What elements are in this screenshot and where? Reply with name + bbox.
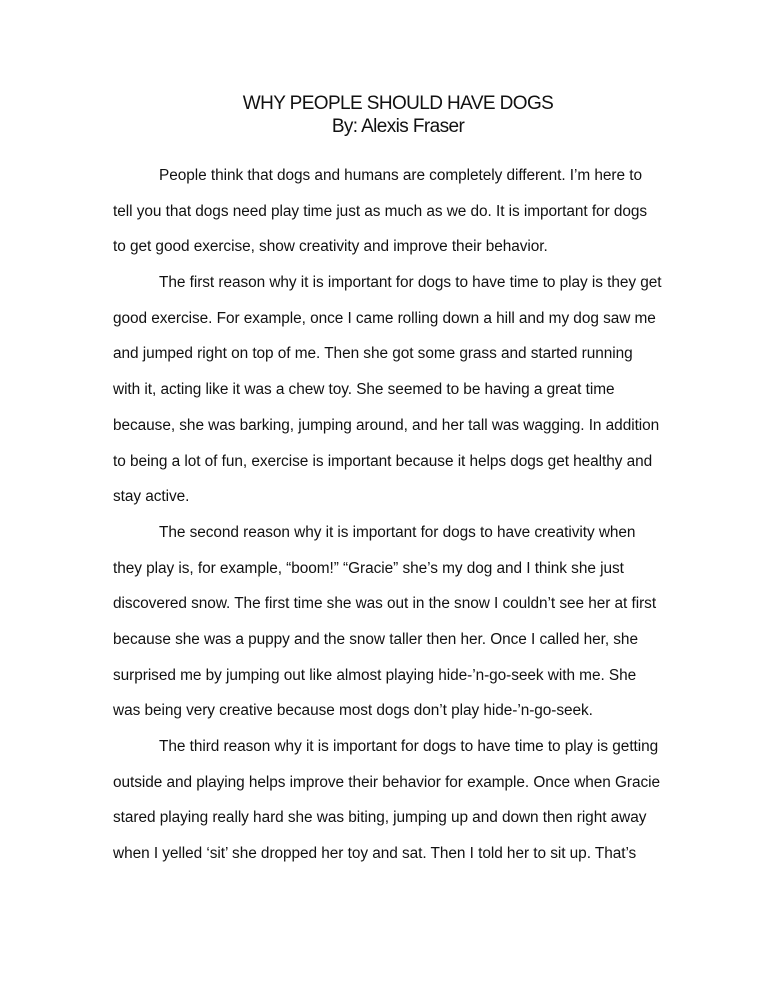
paragraph-line: surprised me by jumping out like almost playing hide-’n-go-seek with me. She <box>113 666 637 684</box>
paragraph-line: The first reason why it is important for dogs to have time to play is they get <box>159 274 662 292</box>
document-byline: By: Alexis Fraser <box>331 116 465 137</box>
paragraph-line: The second reason why it is important for dogs to have creativity when <box>159 523 636 541</box>
paragraph-line: stay active. <box>113 488 190 506</box>
paragraph-line: discovered snow. The first time she was out in the snow I couldn’t see her at first <box>113 595 657 613</box>
paragraph-line: to being a lot of fun, exercise is important because it helps dogs get healthy and <box>113 452 653 470</box>
paragraph-line: with it, acting like it was a chew toy. She seemed to be having a great time <box>113 381 615 399</box>
document-body <box>113 165 673 879</box>
paragraph-line: outside and playing helps improve their behavior for example. Once when Gracie <box>113 773 661 791</box>
paragraph-line: and jumped right on top of me. Then she got some grass and started running <box>113 345 633 363</box>
paragraph-line: was being very creative because most dogs don’t play hide-’n-go-seek. <box>113 702 593 720</box>
paragraph-line: stared playing really hard she was biting, jumping up and down then right away <box>113 809 647 827</box>
document-title: WHY PEOPLE SHOULD HAVE DOGS <box>242 93 554 114</box>
paragraph-line: The third reason why it is important for dogs to have time to play is getting <box>159 738 659 755</box>
paragraph-line: People think that dogs and humans are completely different. I’m here to <box>159 167 642 184</box>
paragraph-line: good exercise. For example, once I came rolling down a hill and my dog saw me <box>113 309 656 327</box>
paragraph-line: tell you that dogs need play time just as much as we do. It is important for dogs <box>113 202 648 220</box>
paragraph-line: because she was a puppy and the snow taller then her. Once I called her, she <box>113 630 638 648</box>
paragraph-line: to get good exercise, show creativity and improve their behavior. <box>113 238 548 256</box>
paragraph-line: they play is, for example, “boom!” “Gracie” she’s my dog and I think she just <box>113 559 624 577</box>
paragraph-line: because, she was barking, jumping around, and her tall was wagging. In addition <box>113 416 660 434</box>
paragraph-line: when I yelled ‘sit’ she dropped her toy and sat. Then I told her to sit up. That’s <box>113 845 637 863</box>
